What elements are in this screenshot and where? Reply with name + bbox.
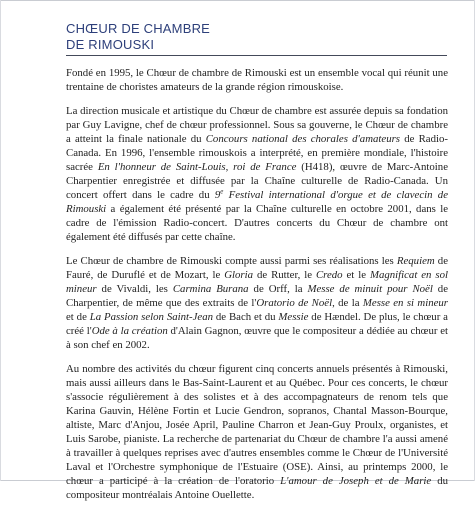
text-run: La direction musicale et artistique du Chœur de chambre est assurée depuis sa fondation par Guy Lavigne, chef de chœur professionnel. Sous sa gouverne, le Chœur de chambre a atteint la finale nationale du (66, 105, 448, 145)
page-border-top (0, 0, 475, 1)
italic-title: Messe de minuit pour Noël (307, 283, 433, 295)
italic-title: La Passion selon Saint-Jean (89, 311, 213, 323)
text-run: Festival international d'orgue et de clavecin de Rimouski (66, 189, 448, 215)
text-run: du compositeur montréalais Antoine Ouellette. (66, 475, 448, 501)
text-run: Le Chœur de chambre de Rimouski compte aussi parmi ses réalisations les (66, 255, 397, 267)
italic-title: Ode à la création (91, 325, 168, 337)
paragraph-text: Fondé en 1995, le Chœur de chambre de Rimouski est un ensemble vocal qui réunit une trentaine de choristes amateurs de la grande région rimouskoise. (66, 67, 448, 93)
text-run: et le (342, 269, 370, 281)
italic-title: Concours national des chorales d'amateurs (205, 133, 400, 145)
text-run: de Fauré, de Duruflé et de Mozart, le (66, 255, 448, 281)
title-divider (66, 55, 447, 56)
italic-title: L'amour de Joseph et de Marie (280, 475, 432, 487)
italic-title: Credo (315, 269, 343, 281)
text-run: de Bach et du (213, 311, 279, 323)
section-title-line-1: CHŒUR DE CHAMBRE (66, 21, 211, 36)
text-run: (H418), œuvre de Marc-Antoine Charpentier enregistrée et diffusée par la Chaîne culturelle de Radio-Canada. Un concert offert dans le cadre du (66, 161, 448, 201)
italic-title: En l'honneur de Saint-Louis, roi de France (97, 161, 297, 173)
text-run: , de la (332, 297, 363, 309)
italic-title: Gloria (224, 269, 254, 281)
text-run: de Hændel. De plus, le chœur a créé l' (66, 311, 448, 337)
text-run: de Charpentier, de même que des extraits de l' (66, 283, 449, 309)
text-run: Au nombre des activités du chœur figurent cinq concerts annuels présentés à Rimouski, mais aussi ailleurs dans le Bas-Saint-Laurent et au Québec. Pour ces concerts, le chœur s'associe régulièrement à des solistes et à des accompagnateurs de renom tels que Karina Gauvin, Hélène Fortin et Lucie Gendron, sopranos, Chantal Masson-Bourque, altiste, Marc d'Anjou, Josée April, Pauline Charron et Jean-Guy Proulx, organistes, et Luis Sarobe, pianiste. La recherche de partenariat du Chœur de chambre l'a aussi amené à travailler à quelques reprises avec d'autres ensembles comme le Chœur de l'Université Laval et l'Orchestre symphonique de l'Estuaire (OSE). Ainsi, au printemps 2000, le chœur a participé à la création de l'oratorio (66, 363, 448, 487)
section-title (66, 21, 210, 53)
paragraph-activities (66, 362, 448, 502)
superscript: e (220, 187, 224, 196)
section-title-line-2: DE RIMOUSKI (66, 37, 155, 52)
text-run: de Rutter, le (253, 269, 316, 281)
text-run: 9 (214, 189, 221, 201)
italic-title: Messie (278, 311, 309, 323)
italic-title: Carmina Burana (172, 283, 249, 295)
paragraph-repertoire (66, 254, 448, 352)
paragraph-founding (66, 66, 448, 94)
paragraph-direction (66, 104, 448, 244)
text-run: de Vivaldi, les (96, 283, 173, 295)
article-body (66, 66, 448, 512)
text-run: a également été présenté par la Chaîne culturelle en octobre 2001, dans le cadre de l'émission Radio-concert. D'autres concerts du Chœur de chambre ont également été diffusés par cette chaîne. (66, 203, 448, 243)
page-border-left (0, 0, 1, 481)
text-run: de Radio-Canada. En 1996, l'ensemble rimouskois a interprété, en première mondiale, l'histoire sacrée (66, 133, 448, 173)
text-run: et de (66, 311, 90, 323)
italic-title: Oratorio de Noël (256, 297, 333, 309)
text-run: de Orff, la (248, 283, 308, 295)
italic-title: Messe en si mineur (362, 297, 448, 309)
italic-title: Magnificat en sol mineur (66, 269, 448, 295)
italic-title: Requiem (396, 255, 435, 267)
text-run: d'Alain Gagnon, œuvre que le compositeur a dédiée au chœur et à son chef en 2002. (66, 325, 448, 351)
